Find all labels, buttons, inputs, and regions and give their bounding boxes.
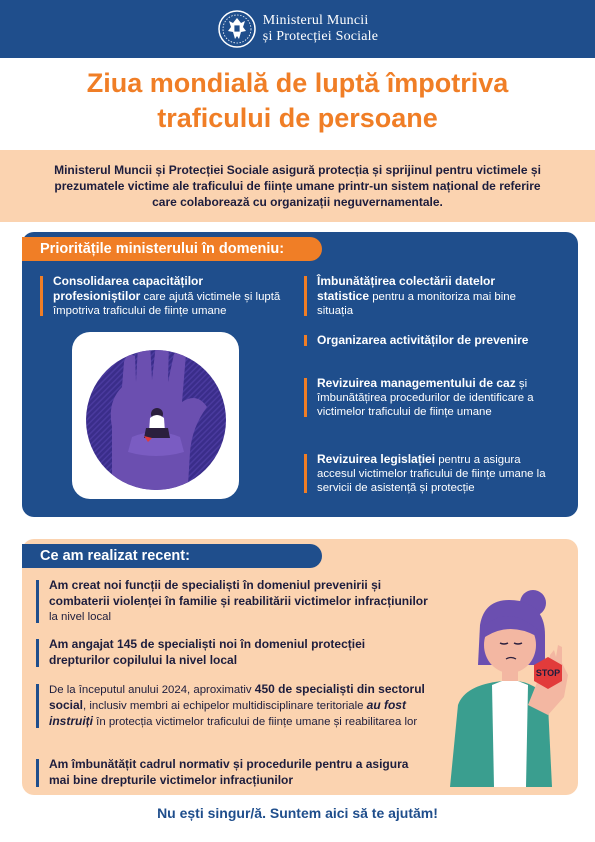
achievement-item-text: la nivel local — [49, 611, 112, 623]
achievement-item — [36, 637, 428, 669]
priority-item — [304, 274, 549, 318]
achievement-item-bold: Am îmbunătățit cadrul normativ și procedurile pentru a asigura mai bine drepturile victimelor infracțiunilor — [49, 757, 409, 787]
intro-text: Ministerul Muncii și Protecției Sociale asigură protecția și sprijinul pentru victimele și prezumatele victime ale traficului de ființe umane printr-un sistem național de referire care colaborează cu organizații neguvernamentale. — [54, 163, 541, 209]
stop-sign-label: STOP — [535, 668, 561, 678]
achievement-item-text: , inclusiv membri ai echipelor multidisciplinare teritoriale — [83, 700, 367, 712]
priority-item-bold: Revizuirea legislației — [317, 452, 436, 466]
priority-item-text: și îmbunătățirea procedurilor de identificare a victimelor traficului de ființe umane — [317, 378, 534, 418]
achievement-item — [36, 757, 428, 789]
priority-item — [40, 274, 290, 318]
priority-item — [304, 452, 549, 495]
priority-item-text: pentru a asigura accesul victimelor traficului de ființe umane la servicii de asistență și protecție — [317, 454, 546, 494]
ministry-name-line2: și Protecției Sociale — [262, 29, 379, 44]
achievement-item — [36, 682, 428, 730]
priority-item-bold: Organizarea activităților de prevenire — [317, 333, 529, 347]
priority-item-bold: Revizuirea managementului de caz — [317, 376, 516, 390]
achievement-item-bold: Am creat noi funcții de specialiști în domeniul prevenirii și combaterii violenței în familie și reabilitării victimelor infracțiunilor — [49, 578, 428, 608]
priority-item-bold: Îmbunătățirea colectării datelor statistice — [317, 274, 496, 303]
priority-item-text: care ajută victimele și luptă împotriva traficului de ființe umane — [53, 291, 281, 317]
intro-band — [0, 150, 595, 222]
girl-stop-illustration — [430, 585, 570, 787]
header-bar — [0, 0, 595, 58]
page-title-line2: traficului de persoane — [157, 103, 438, 133]
page-title — [0, 66, 595, 136]
achievement-item-bold: Am angajat 145 de specialiști noi în domeniul protecției drepturilor copilului la nivel local — [49, 637, 366, 667]
achievement-item-text: De la începutul anului 2024, aproximativ — [49, 684, 255, 696]
hand-illustration — [72, 332, 239, 499]
girl-stop-icon — [430, 585, 570, 787]
coat-of-arms-icon — [217, 9, 257, 49]
achievement-item-bold: 450 de specialiști din sectorul social — [49, 682, 425, 712]
achievement-item-text: în protecția victimelor traficului de ființe umane și reabilitarea lor — [93, 716, 418, 728]
achievement-item — [36, 578, 428, 625]
priorities-heading: Prioritățile ministerului în domeniu: — [22, 237, 322, 261]
ministry-name-line1: Ministerul Muncii — [262, 13, 369, 28]
achievement-item-bold: au fost instruiți — [49, 698, 406, 728]
priority-item — [304, 333, 549, 348]
priority-item-text: pentru a monitoriza mai bine situația — [317, 291, 516, 317]
priority-item — [304, 376, 549, 419]
page-title-line1: Ziua mondială de luptă împotriva — [86, 68, 509, 98]
ministry-name — [263, 13, 378, 45]
footer-message: Nu ești singur/ă. Suntem aici să te ajutăm! — [157, 805, 438, 821]
priority-item-bold: Consolidarea capacităților profesioniștilor — [53, 274, 204, 303]
stop-hand-icon — [72, 332, 239, 499]
achievements-heading: Ce am realizat recent: — [22, 544, 322, 568]
